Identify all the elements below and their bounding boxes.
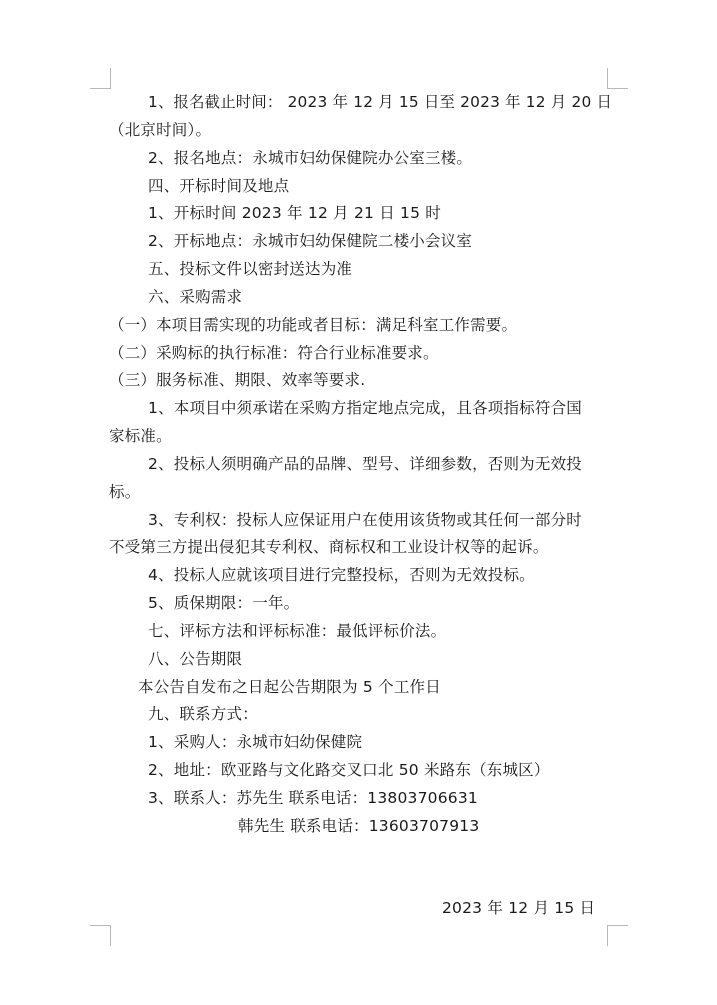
section-heading: 八、公告期限 bbox=[148, 650, 243, 668]
text-line: 4、投标人应就该项目进行完整投标，否则为无效投标。 bbox=[148, 566, 535, 584]
crop-mark-bottom-right bbox=[607, 925, 628, 946]
text-line: 1、开标时间 2023 年 12 月 21 日 15 时 bbox=[148, 204, 441, 222]
text-line: 2、投标人须明确产品的品牌、型号、详细参数，否则为无效投 bbox=[148, 455, 582, 473]
text-line: 2、开标地点：永城市妇幼保健院二楼小会议室 bbox=[148, 232, 473, 250]
text-line: 不受第三方提出侵犯其专利权、商标权和工业设计权等的起诉。 bbox=[109, 538, 549, 556]
crop-mark-bottom-left bbox=[90, 925, 111, 946]
document-date: 2023 年 12 月 15 日 bbox=[442, 899, 596, 917]
text-line: 1、本项目中须承诺在采购方指定地点完成，且各项指标符合国 bbox=[148, 399, 582, 417]
text-line: 家标准。 bbox=[109, 427, 172, 445]
crop-mark-top-left bbox=[90, 68, 111, 89]
crop-mark-top-right bbox=[607, 68, 628, 89]
section-heading: 五、投标文件以密封送达为准 bbox=[148, 260, 353, 278]
section-heading: 七、评标方法和评标标准：最低评标价法。 bbox=[148, 622, 447, 640]
section-heading: 六、采购需求 bbox=[148, 288, 243, 306]
text-line: 1、采购人：永城市妇幼保健院 bbox=[148, 733, 363, 751]
text-line: 3、专利权：投标人应保证用户在使用该货物或其任何一部分时 bbox=[148, 511, 582, 529]
text-line: 韩先生 联系电话：13603707913 bbox=[238, 817, 480, 835]
text-line: （一）本项目需实现的功能或者目标：满足科室工作需要。 bbox=[109, 316, 518, 334]
text-line: 5、质保期限：一年。 bbox=[148, 594, 300, 612]
section-heading: 四、开标时间及地点 bbox=[148, 177, 290, 195]
text-line: 2、报名地点：永城市妇幼保健院办公室三楼。 bbox=[148, 149, 473, 167]
text-line: （北京时间）。 bbox=[109, 121, 212, 139]
text-line: 1、报名截止时间： 2023 年 12 月 15 日至 2023 年 12 月 20 日 bbox=[148, 93, 613, 111]
text-line: （三）服务标准、期限、效率等要求. bbox=[109, 371, 366, 389]
text-line: 3、联系人：苏先生 联系电话：13803706631 bbox=[148, 789, 478, 807]
text-line: 2、地址：欧亚路与文化路交叉口北 50 米路东（东城区） bbox=[148, 761, 550, 779]
text-line: 标。 bbox=[109, 483, 141, 501]
section-heading: 九、联系方式： bbox=[148, 705, 258, 723]
text-line: （二）采购标的执行标准：符合行业标准要求。 bbox=[109, 344, 439, 362]
text-line: 本公告自发布之日起公告期限为 5 个工作日 bbox=[138, 678, 441, 696]
